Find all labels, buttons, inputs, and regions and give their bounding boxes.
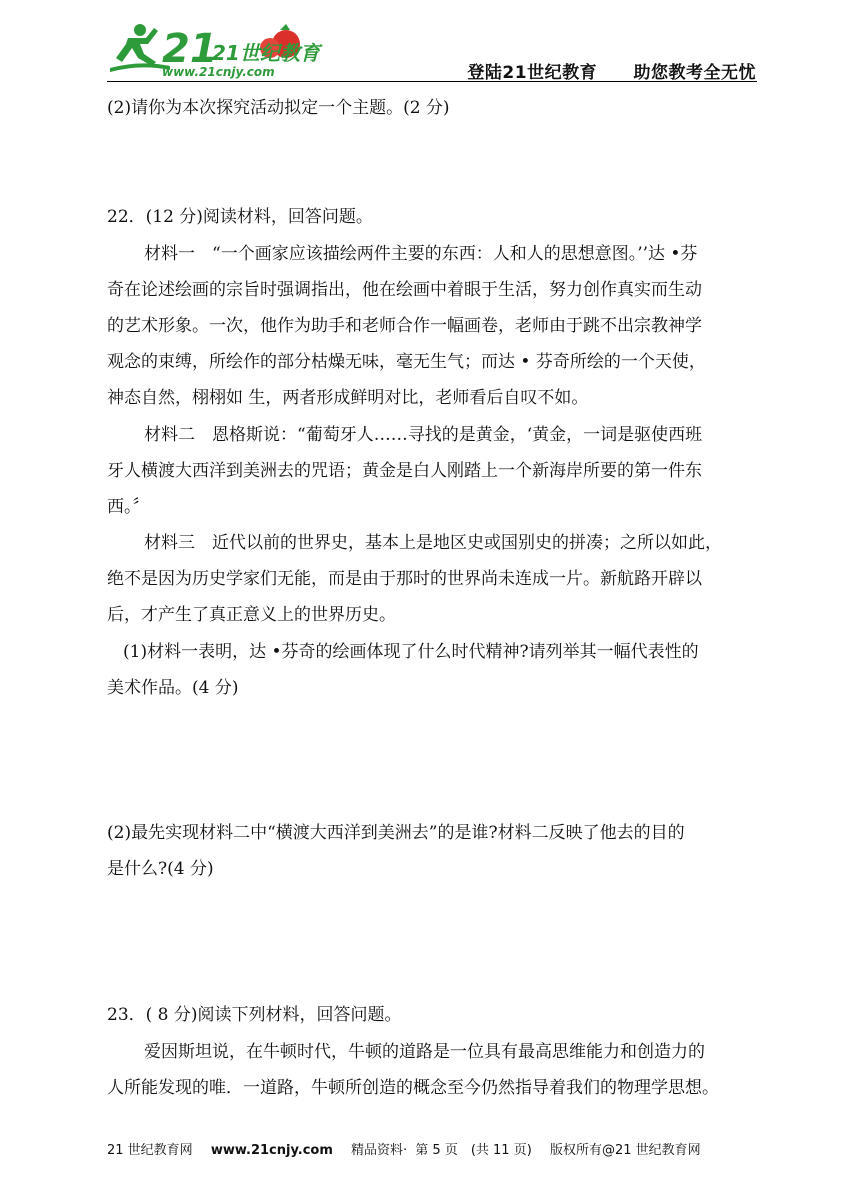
logo-21-text: 21: [162, 26, 218, 72]
material3-line: 材料三 近代以前的世界史，基本上是地区史或国别史的拼凑；之所以如此，: [144, 533, 722, 553]
material1-line: 观念的束缚，所绘作的部分枯燥无味，毫无生气；而达 • 芬奇所绘的一个天使，: [107, 352, 706, 372]
21cnjy-logo: [100, 18, 330, 80]
runner-icon: [110, 24, 170, 72]
material1-line: 奇在论述绘画的宗旨时强调指出，他在绘画中着眼于生活，努力创作真实而生动: [107, 280, 702, 300]
material3-line: 绝不是因为历史学家们无能，而是由于那时的世界尚未连成一片。新航路开辟以: [107, 569, 702, 589]
q21-part2: (2)请你为本次探究活动拟定一个主题。(2 分): [107, 98, 450, 118]
page-header: [100, 18, 760, 82]
logo-url-text: www.21cnjy.com: [162, 65, 275, 79]
q22-title: 22．(12 分)阅读材料，回答问题。: [107, 207, 373, 227]
q22-part2: (2)最先实现材料二中“横渡大西洋到美洲去”的是谁?材料二反映了他去的目的: [107, 823, 685, 843]
header-rule: [107, 81, 757, 82]
material2-line: 西。〞: [107, 497, 150, 517]
footer-site: 21 世纪教育网: [107, 1143, 193, 1158]
slogan-motto: 助您教考全无忧: [633, 63, 756, 83]
material1-line: 材料一 “一个画家应该描绘两件主要的东西：人和人的思想意图。’’达 •芬: [144, 244, 698, 264]
page-footer: [107, 1139, 715, 1158]
q23-material-line: 人所能发现的唯．一道路，牛顿所创造的概念至今仍然指导着我们的物理学思想。: [107, 1078, 719, 1098]
material2-line: 牙人横渡大西洋到美洲去的咒语；黄金是白人刚踏上一个新海岸所要的第一件东: [107, 461, 702, 481]
slogan-login: 登陆21世纪教育: [467, 63, 598, 83]
material1-line: 神态自然，栩栩如 生，两者形成鲜明对比，老师看后自叹不如。: [107, 388, 589, 408]
q23-title: 23．( 8 分)阅读下列材料，回答问题。: [107, 1005, 402, 1025]
q22-part2: 是什么?(4 分): [107, 859, 214, 879]
q23-material-line: 爱因斯坦说，在牛顿时代，牛顿的道路是一位具有最高思维能力和创造力的: [144, 1042, 705, 1062]
footer-copyright: 版权所有@21 世纪教育网: [549, 1143, 701, 1158]
footer-page: 第 5 页 (共 11 页): [415, 1143, 532, 1158]
material1-line: 的艺术形象。一次，他作为助手和老师合作一幅画卷，老师由于跳不出宗教神学: [107, 316, 702, 336]
q22-part1: (1)材料一表明，达 •芬奇的绘画体现了什么时代精神?请列举其一幅代表性的: [123, 642, 699, 662]
footer-url: www.21cnjy.com: [210, 1143, 333, 1158]
header-slogan: [467, 58, 756, 83]
footer-label: 精品资料·: [351, 1143, 408, 1158]
logo-brand-text: 21世纪教育: [212, 41, 320, 65]
q22-part1: 美术作品。(4 分): [107, 678, 239, 698]
material3-line: 后，才产生了真正意义上的世界历史。: [107, 605, 396, 625]
material2-line: 材料二 恩格斯说：“葡萄牙人……寻找的是黄金，‘黄金，一词是驱使西班: [144, 425, 703, 445]
